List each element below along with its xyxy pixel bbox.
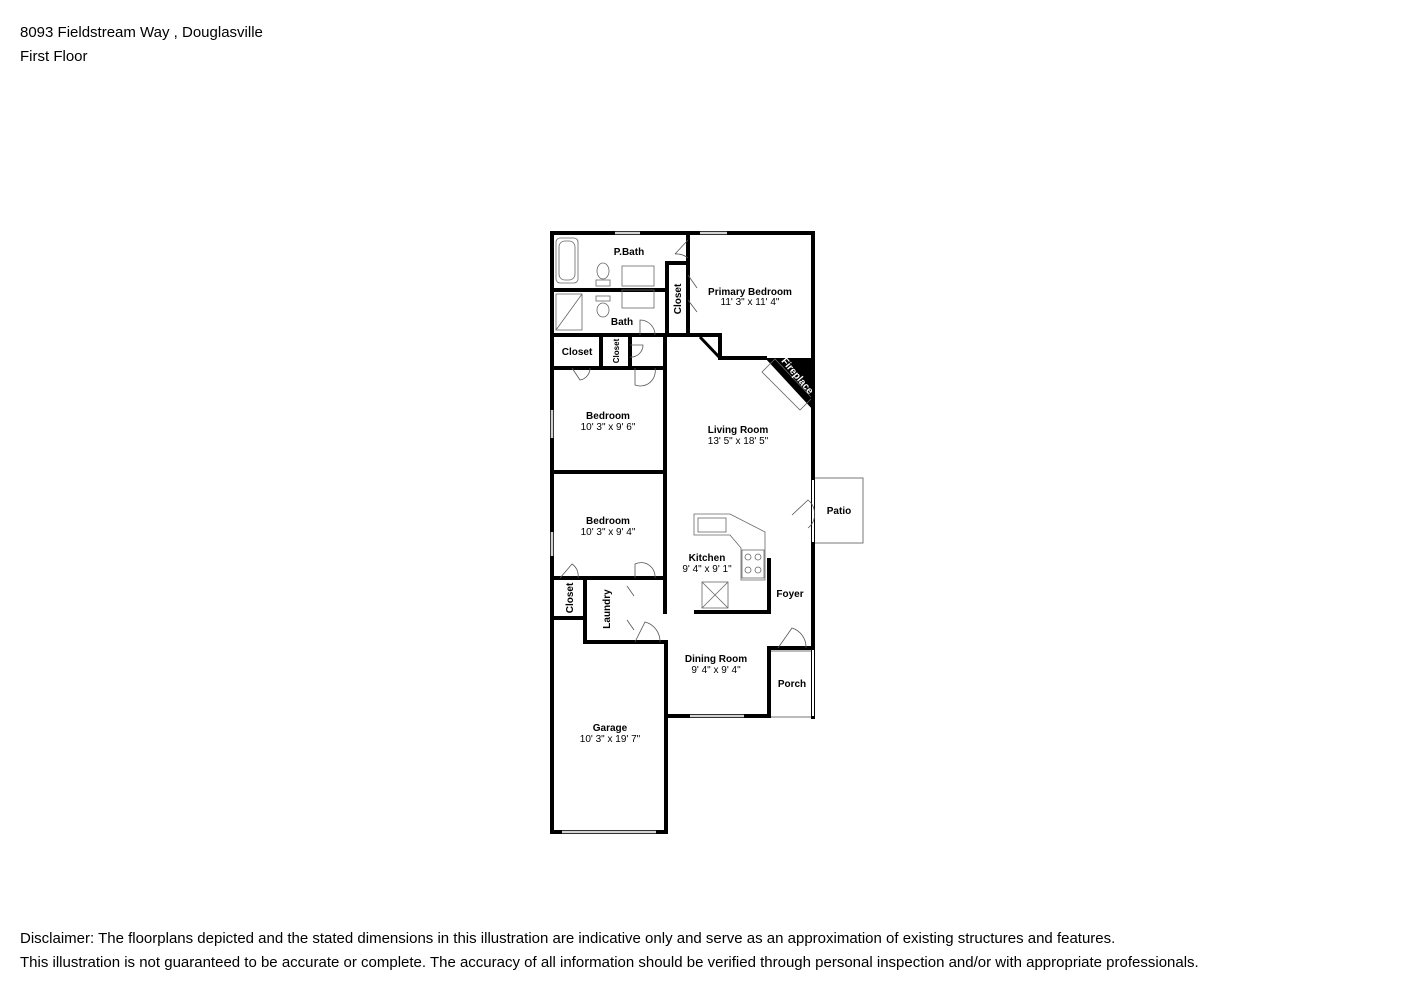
closet-a-label: Closet	[561, 347, 593, 358]
living-room-dims: 13' 5" x 18' 5"	[707, 436, 769, 447]
foyer-label: Foyer	[776, 589, 804, 600]
closet-b-label: Closet	[612, 338, 621, 364]
disclaimer-line-2: This illustration is not guaranteed to be accurate or complete. The accuracy of all information should be verified through personal inspection and/or with appropriate professionals.	[20, 954, 1199, 971]
dining-room-dims: 9' 4" x 9' 4"	[691, 665, 741, 676]
address-title: 8093 Fieldstream Way , Douglasville	[20, 24, 263, 41]
disclaimer	[20, 927, 1199, 975]
closet-c-label: Closet	[565, 582, 576, 614]
primary-bedroom-label: Primary Bedroom	[708, 287, 792, 298]
garage-label: Garage	[592, 723, 628, 734]
pbath-label: P.Bath	[613, 247, 645, 258]
kitchen-label: Kitchen	[688, 553, 726, 564]
laundry-label: Laundry	[602, 589, 613, 629]
disclaimer-line-1: Disclaimer: The floorplans depicted and the stated dimensions in this illustration are indicative only and serve as an approximation of existing structures and features.	[20, 930, 1116, 947]
bath-label: Bath	[610, 317, 634, 328]
primary-bedroom-dims: 11' 3" x 11' 4"	[720, 297, 780, 308]
floor-label: First Floor	[20, 48, 88, 65]
garage-dims: 10' 3" x 19' 7"	[579, 734, 641, 745]
dining-room-label: Dining Room	[684, 654, 748, 665]
living-room-label: Living Room	[707, 425, 769, 436]
bedroom-2-label: Bedroom	[586, 516, 630, 527]
kitchen-dims: 9' 4" x 9' 1"	[682, 564, 732, 575]
angled-wall	[700, 337, 720, 358]
bedroom-2-dims: 10' 3" x 9' 4"	[580, 527, 636, 538]
patio-label: Patio	[826, 506, 852, 517]
bedroom-1-dims: 10' 3" x 9' 6"	[580, 422, 636, 433]
bedroom-1-label: Bedroom	[586, 411, 630, 422]
porch-label: Porch	[777, 679, 807, 690]
fireplace-label: Fireplace	[778, 356, 816, 397]
closet-primary-label: Closet	[673, 283, 684, 315]
